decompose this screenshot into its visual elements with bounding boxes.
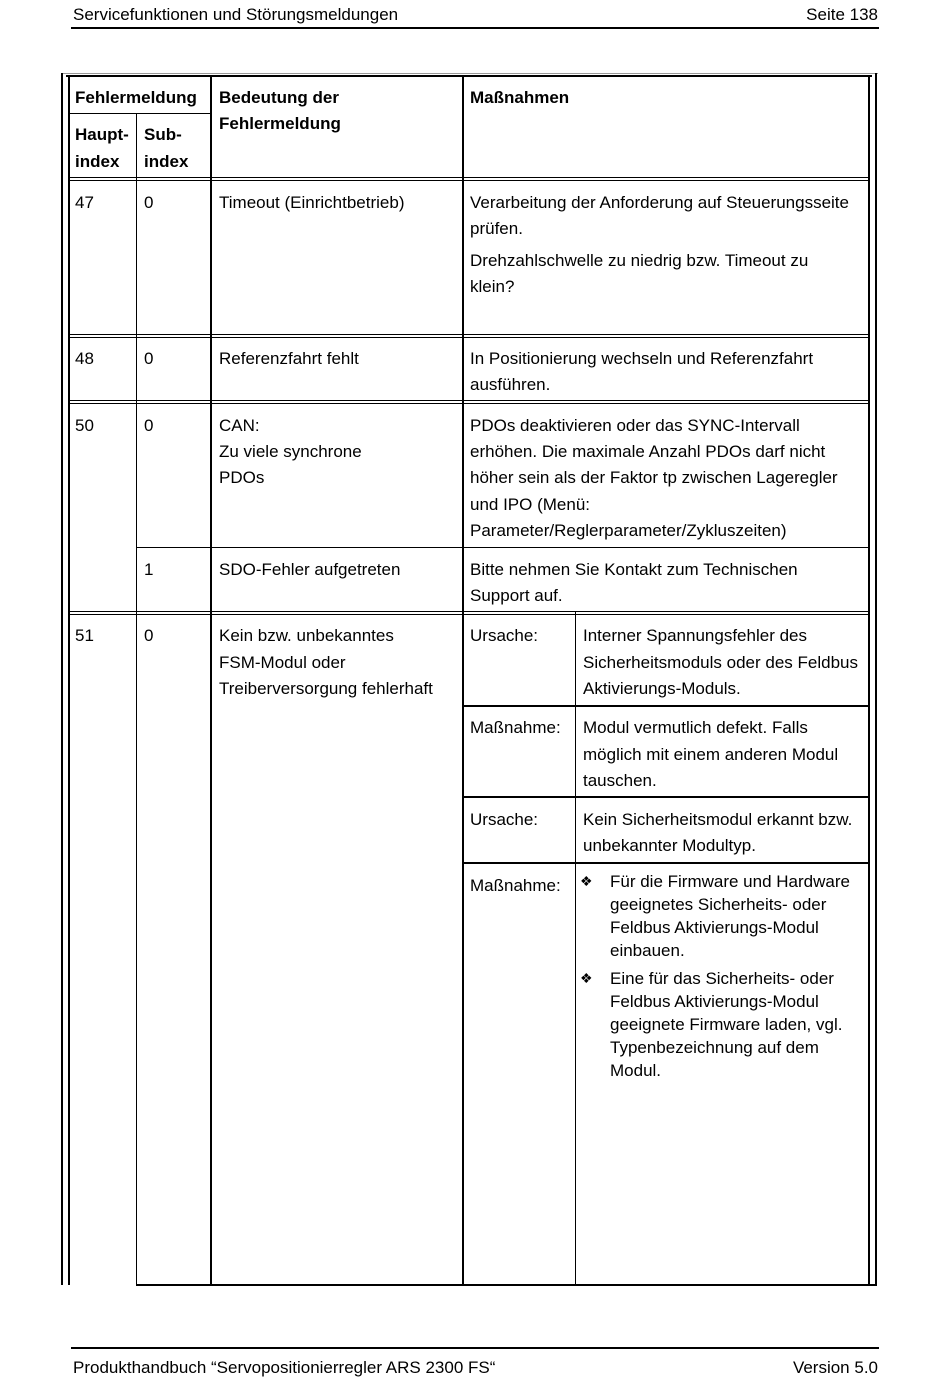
measure-label: Maßnahme: — [470, 718, 561, 737]
cause-label: Ursache: — [470, 810, 539, 829]
action-line: erhöhen. Die maximale Anzahl PDOs darf nicht — [470, 442, 826, 461]
action-line: prüfen. — [470, 219, 523, 238]
header-rule — [71, 27, 879, 29]
meaning-line: Timeout (Einrichtbetrieb) — [219, 193, 405, 212]
action-line: Parameter/Reglerparameter/Zykluszeiten) — [470, 521, 787, 540]
action-line: klein? — [470, 277, 515, 296]
col-header-meaning-2: Fehlermeldung — [219, 114, 341, 133]
sub-index: 1 — [144, 560, 154, 579]
measure-line: tauschen. — [583, 771, 657, 790]
main-index: 50 — [75, 416, 94, 435]
col-header-error: Fehlermeldung — [75, 88, 197, 107]
bullet-line: Für die Firmware und Hardware — [610, 872, 850, 891]
sub-index: 0 — [144, 193, 154, 212]
bullet-line: Eine für das Sicherheits- oder — [610, 969, 834, 988]
action-line: Drehzahlschwelle zu niedrig bzw. Timeout zu — [470, 251, 809, 270]
col-header-action: Maßnahmen — [470, 88, 570, 107]
meaning-line: Treiberversorgung fehlerhaft — [219, 679, 433, 698]
footer-version: Version 5.0 — [792, 1358, 878, 1377]
meaning-line: Referenzfahrt fehlt — [219, 349, 359, 368]
action-line: höher sein als der Faktor tp zwischen Lageregler — [470, 468, 838, 487]
bullet-line: einbauen. — [610, 941, 685, 960]
main-index: 47 — [75, 193, 94, 212]
meaning-line: Kein bzw. unbekanntes — [219, 626, 394, 645]
bullet-line: Feldbus Aktivierungs-Modul — [610, 992, 819, 1011]
action-line: ausführen. — [470, 375, 551, 394]
diamond-bullet-icon: ❖ — [580, 970, 593, 986]
main-index: 48 — [75, 349, 94, 368]
action-line: und IPO (Menü: — [470, 495, 591, 514]
sub-index: 0 — [144, 416, 154, 435]
cause-line: Aktivierungs-Moduls. — [583, 679, 741, 698]
running-header-title: Servicefunktionen und Störungsmeldungen — [73, 5, 399, 24]
bullet-line: geeignete Firmware laden, vgl. — [610, 1015, 843, 1034]
action-line: PDOs deaktivieren oder das SYNC-Intervall — [470, 416, 800, 435]
col-header-meaning-1: Bedeutung der — [219, 88, 339, 107]
diamond-bullet-icon: ❖ — [580, 873, 593, 889]
footer-title: Produkthandbuch “Servopositionierregler ARS 2300 FS“ — [73, 1358, 496, 1377]
col-header-sub-index-1: Sub- — [144, 125, 182, 144]
measure-line: möglich mit einem anderen Modul — [583, 745, 839, 764]
meaning-line: CAN: — [219, 416, 260, 435]
action-line: In Positionierung wechseln und Referenzfahrt — [470, 349, 814, 368]
action-line: Verarbeitung der Anforderung auf Steuerungsseite — [470, 193, 849, 212]
bullet-line: geeignetes Sicherheits- oder — [610, 895, 827, 914]
meaning-line: PDOs — [219, 468, 265, 487]
cause-line: unbekannter Modultyp. — [583, 836, 756, 855]
bullet-line: Modul. — [610, 1061, 662, 1080]
col-header-main-index-2: index — [75, 152, 120, 171]
footer-rule — [71, 1347, 879, 1349]
page-number: Seite 138 — [806, 5, 878, 24]
meaning-line: FSM-Modul oder — [219, 653, 346, 672]
action-line: Support auf. — [470, 586, 563, 605]
measure-label: Maßnahme: — [470, 876, 561, 895]
sub-index: 0 — [144, 626, 154, 645]
cause-label: Ursache: — [470, 626, 539, 645]
col-header-main-index-1: Haupt- — [75, 125, 129, 144]
bullet-line: Typenbezeichnung auf dem — [610, 1038, 819, 1057]
measure-line: Modul vermutlich defekt. Falls — [583, 718, 808, 737]
cause-line: Kein Sicherheitsmodul erkannt bzw. — [583, 810, 853, 829]
bullet-line: Feldbus Aktivierungs-Modul — [610, 918, 819, 937]
col-header-sub-index-2: index — [144, 152, 189, 171]
cause-line: Sicherheitsmoduls oder des Feldbus — [583, 653, 858, 672]
main-index: 51 — [75, 626, 94, 645]
cause-line: Interner Spannungsfehler des — [583, 626, 807, 645]
meaning-line: SDO-Fehler aufgetreten — [219, 560, 401, 579]
action-line: Bitte nehmen Sie Kontakt zum Technischen — [470, 560, 798, 579]
sub-index: 0 — [144, 349, 154, 368]
meaning-line: Zu viele synchrone — [219, 442, 362, 461]
